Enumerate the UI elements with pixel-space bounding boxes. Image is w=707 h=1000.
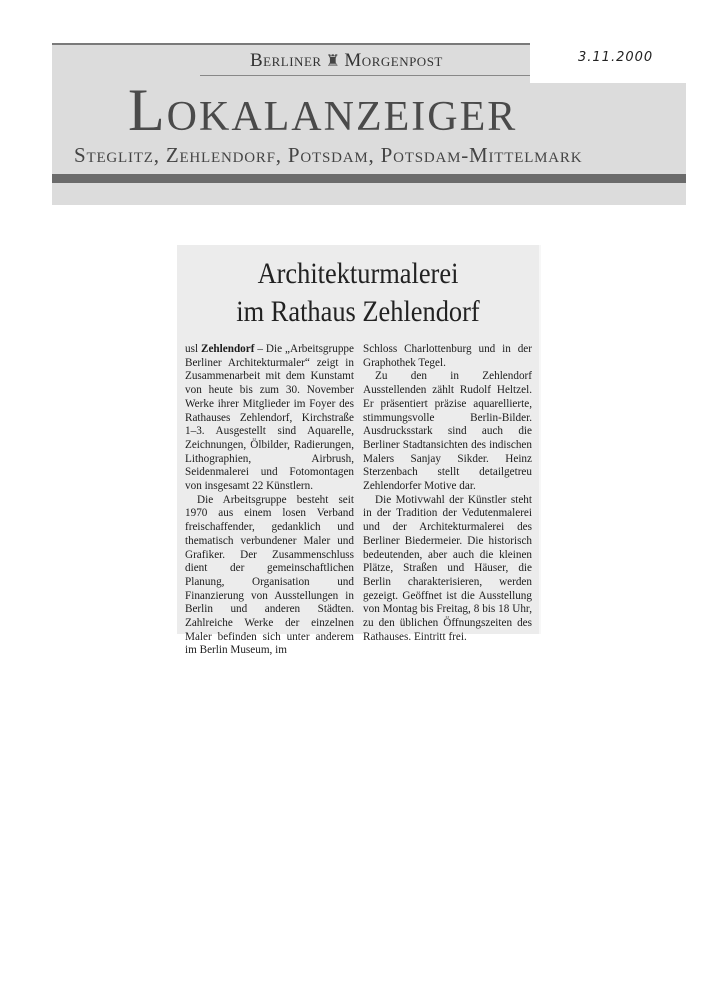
dateline: Zehlendorf (201, 343, 255, 355)
handwritten-date: 3.11.2000 (578, 50, 654, 65)
paragraph-text: – Die „Arbeitsgruppe Berliner Architekturmaler“ zeigt in Zusammenarbeit mit dem Kunstamt von heute bis zum 30. November Werke ihrer Mitglieder im Foyer des Rathauses Zehlendorf, Kirchstraße 1–3. Ausgestellt sind Aquarelle, Zeichnungen, Ölbilder, Radierungen, Lithographien, Airbrush, Seidenmalerei und Fotomontagen von insgesamt 22 Künstlern. (185, 343, 354, 493)
article-paragraph (185, 343, 354, 494)
masthead-divider-bar (52, 174, 686, 183)
headline-line-2: im Rathaus Zehlendorf (236, 295, 480, 328)
headline-line-1: Architekturmalerei (257, 257, 459, 290)
article-paragraph: Zu den in Zehlendorf Ausstellenden zählt Rudolf Heltzel. Er präsentiert präzise aquarellierte, stimmungsvolle Berlin-Bilder. Ausdrucksstark sind auch die Berliner Stadtansichten des indischen Malers Sanjay Sikder. Heinz Sterzenbach stellt detailgetreu Zehlendorfer Motive dar. (363, 370, 532, 493)
article-paragraph: Schloss Charlottenburg und in der Graphothek Tegel. (363, 343, 532, 369)
section-title: Lokalanzeiger (128, 77, 518, 143)
article-headline (199, 255, 518, 331)
article-paragraph: Die Arbeitsgruppe besteht seit 1970 aus einem losen Verband freischaffender, gedanklich und thematisch verbundener Maler und Grafiker. Der Zusammenschluss dient der gemeinschaftlichen Planung, Organisation und Finanzierung von Ausstellungen in Berlin und anderen Städten. Zahlreiche Werke der einzelnen Maler befinden sich unter anderem im Berlin Museum, im (185, 493, 354, 657)
article-column-right (363, 343, 532, 644)
article-column-left (185, 343, 354, 658)
article-paragraph: Die Motivwahl der Künstler steht in der Tradition der Vedutenmalerei und der Architekturmalerei des Berliner Biedermeier. Die historisch bedeutenden, aber auch die kleinen Plätze, Straßen und Häuser, die Berlin charakterisieren, werden gezeigt. Geöffnet ist die Ausstellung von Montag bis Freitag, 8 bis 18 Uhr, zu den üblichen Öffnungszeiten des Rathauses. Eintritt frei. (363, 493, 532, 643)
author-initials: usl (185, 343, 201, 355)
newspaper-name-right: Morgenpost (344, 50, 443, 71)
newspaper-name (250, 50, 443, 72)
newspaper-name-left: Berliner (250, 50, 322, 71)
bear-crest-icon: ♜ (325, 53, 341, 70)
section-subtitle: Steglitz, Zehlendorf, Potsdam, Potsdam-Mittelmark (74, 143, 583, 167)
